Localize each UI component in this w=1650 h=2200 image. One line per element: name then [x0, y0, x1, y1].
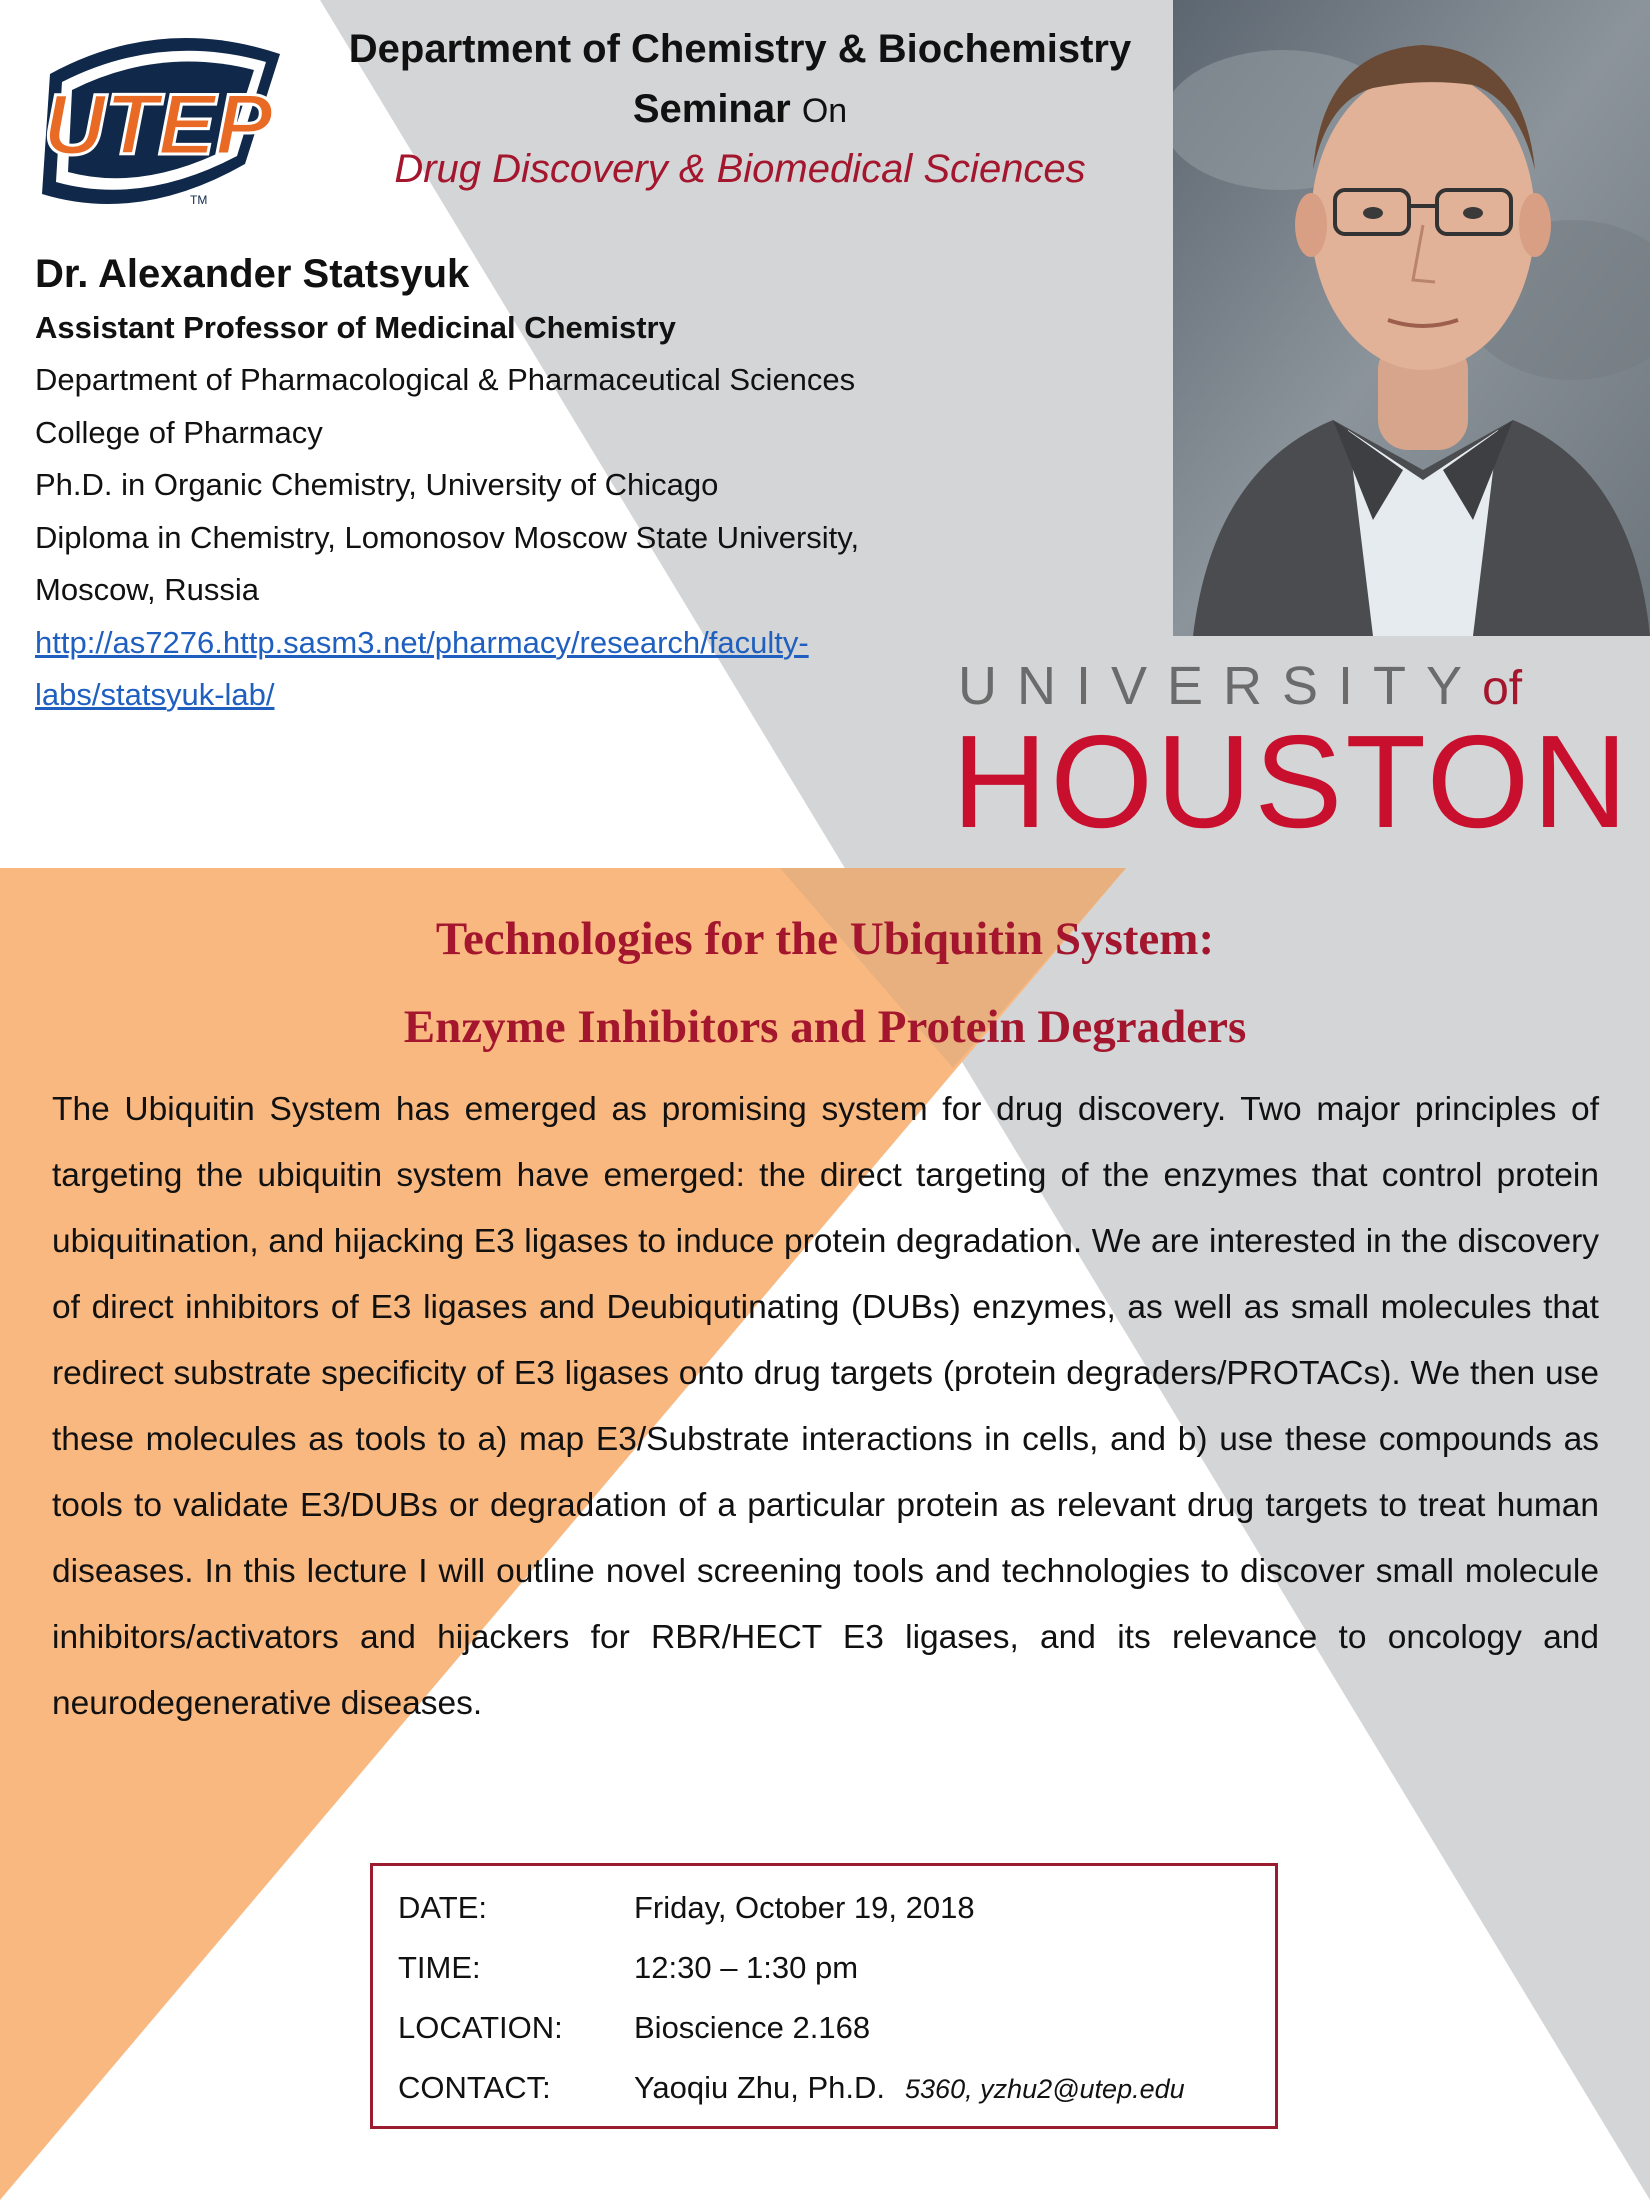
- contact-label: CONTACT:: [398, 2070, 551, 2105]
- talk-abstract: The Ubiquitin System has emerged as promising system for drug discovery. Two major principles of targeting the ubiquitin system have emerged: the direct targeting of the enzymes that control protein ubiquitination, and hijacking E3 ligases to induce protein degradation. We are interested in the discovery of direct inhibitors of E3 ligases and Deubiqutinating (DUBs) enzymes, as well as small molecules that redirect substrate specificity of E3 ligases onto drug targets (protein degraders/PROTACs). We then use these molecules as tools to a) map E3/Substrate interactions in cells, and b) use these compounds as tools to validate E3/DUBs or degradation of a particular protein as relevant drug targets to treat human diseases. In this lecture I will outline novel screening tools and technologies to discover small molecule inhibitors/activators and hijackers for RBR/HECT E3 ligases, and its relevance to oncology and neurodegenerative diseases.: [52, 1091, 1599, 1722]
- contact-extension-email: 5360, yzhu2@utep.edu: [905, 2074, 1185, 2104]
- speaker-title: Assistant Professor of Medicinal Chemistry: [35, 310, 676, 345]
- speaker-name: Dr. Alexander Statsyuk: [35, 252, 470, 296]
- department-title: Department of Chemistry & Biochemistry: [348, 27, 1132, 71]
- speaker-info: [35, 246, 935, 721]
- seminar-on: On: [801, 92, 848, 130]
- location-label: LOCATION:: [398, 2010, 563, 2045]
- svg-text:TM: TM: [190, 193, 208, 207]
- time-value: 12:30 – 1:30 pm: [634, 1950, 859, 1985]
- seminar-topic: Drug Discovery & Biomedical Sciences: [394, 147, 1086, 191]
- event-details-box: [370, 1863, 1278, 2129]
- speaker-affiliation-line: Diploma in Chemistry, Lomonosov Moscow State University,: [35, 519, 860, 555]
- speaker-affiliation-line: Moscow, Russia: [35, 572, 259, 607]
- speaker-affiliation-line: Ph.D. in Organic Chemistry, University of Chicago: [35, 467, 719, 502]
- talk-title-line1: Technologies for the Ubiquitin System:: [435, 913, 1215, 965]
- svg-text:UTEP: UTEP: [43, 77, 273, 173]
- contact-name: Yaoqiu Zhu, Ph.D.: [634, 2070, 886, 2105]
- uh-of-word: of: [1482, 662, 1523, 715]
- talk-title: [0, 895, 1650, 1071]
- lab-website-link[interactable]: [35, 617, 935, 721]
- lab-link-line1: http://as7276.http.sasm3.net/pharmacy/research/faculty-: [35, 624, 809, 660]
- uh-logo-houston: HOUSTON: [952, 708, 1631, 855]
- uh-university-word: UNIVERSITY: [958, 656, 1483, 716]
- seminar-word: Seminar: [632, 87, 791, 131]
- contact-value-wrap: [634, 2070, 1185, 2106]
- lab-link-line2: labs/statsyuk-lab/: [35, 676, 275, 712]
- seminar-line: [300, 80, 1180, 140]
- date-value: Friday, October 19, 2018: [634, 1890, 975, 1925]
- speaker-affiliation-line: College of Pharmacy: [35, 414, 323, 450]
- utep-logo: [30, 14, 290, 214]
- time-label: TIME:: [398, 1950, 481, 1985]
- talk-title-line2: Enzyme Inhibitors and Protein Degraders: [403, 1001, 1247, 1053]
- date-label: DATE:: [398, 1890, 487, 1925]
- speaker-photo: [1173, 0, 1650, 636]
- speaker-affiliation-line: Department of Pharmacological & Pharmaceutical Sciences: [35, 362, 856, 397]
- location-value: Bioscience 2.168: [634, 2010, 871, 2045]
